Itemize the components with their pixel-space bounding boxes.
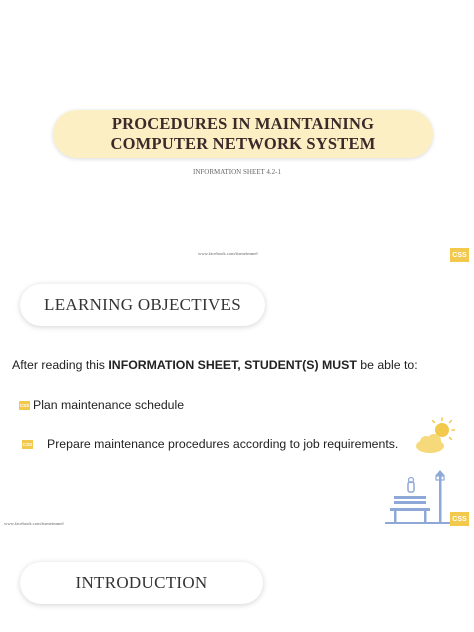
facebook-link[interactable]: www.facebook.com/itsmeimmel: [198, 251, 258, 256]
css-badge: CSS: [450, 512, 469, 526]
intro-text-bold: INFORMATION SHEET, STUDENT(S) MUST: [108, 358, 357, 372]
introduction-heading: INTRODUCTION: [20, 562, 263, 604]
objective-item: [22, 437, 398, 451]
title-line-1: PROCEDURES IN MAINTAINING: [111, 114, 375, 133]
park-bench-icon: [384, 468, 454, 526]
css-badge: CSS: [450, 248, 469, 262]
objectives-intro: [12, 358, 418, 372]
introduction-slide: [0, 532, 474, 632]
objective-text: Prepare maintenance procedures according to job requirements.: [47, 437, 399, 451]
title-line-2: COMPUTER NETWORK SYSTEM: [110, 134, 376, 153]
objectives-heading: LEARNING OBJECTIVES: [20, 284, 265, 326]
intro-text-start: After reading this: [12, 358, 109, 372]
facebook-link[interactable]: www.facebook.com/itsmeimmel: [4, 521, 64, 526]
intro-text-end: be able to:: [356, 358, 418, 372]
title-banner: [53, 110, 433, 158]
subtitle: INFORMATION SHEET 4.2-1: [193, 168, 281, 176]
css-bullet-icon: CSS: [22, 442, 33, 448]
title-slide: [0, 0, 474, 270]
objectives-slide: [0, 270, 474, 532]
objective-item: [19, 398, 184, 412]
sun-cloud-icon: [414, 416, 458, 456]
objective-text: Plan maintenance schedule: [33, 398, 185, 412]
css-bullet-icon: CSS: [19, 403, 30, 409]
